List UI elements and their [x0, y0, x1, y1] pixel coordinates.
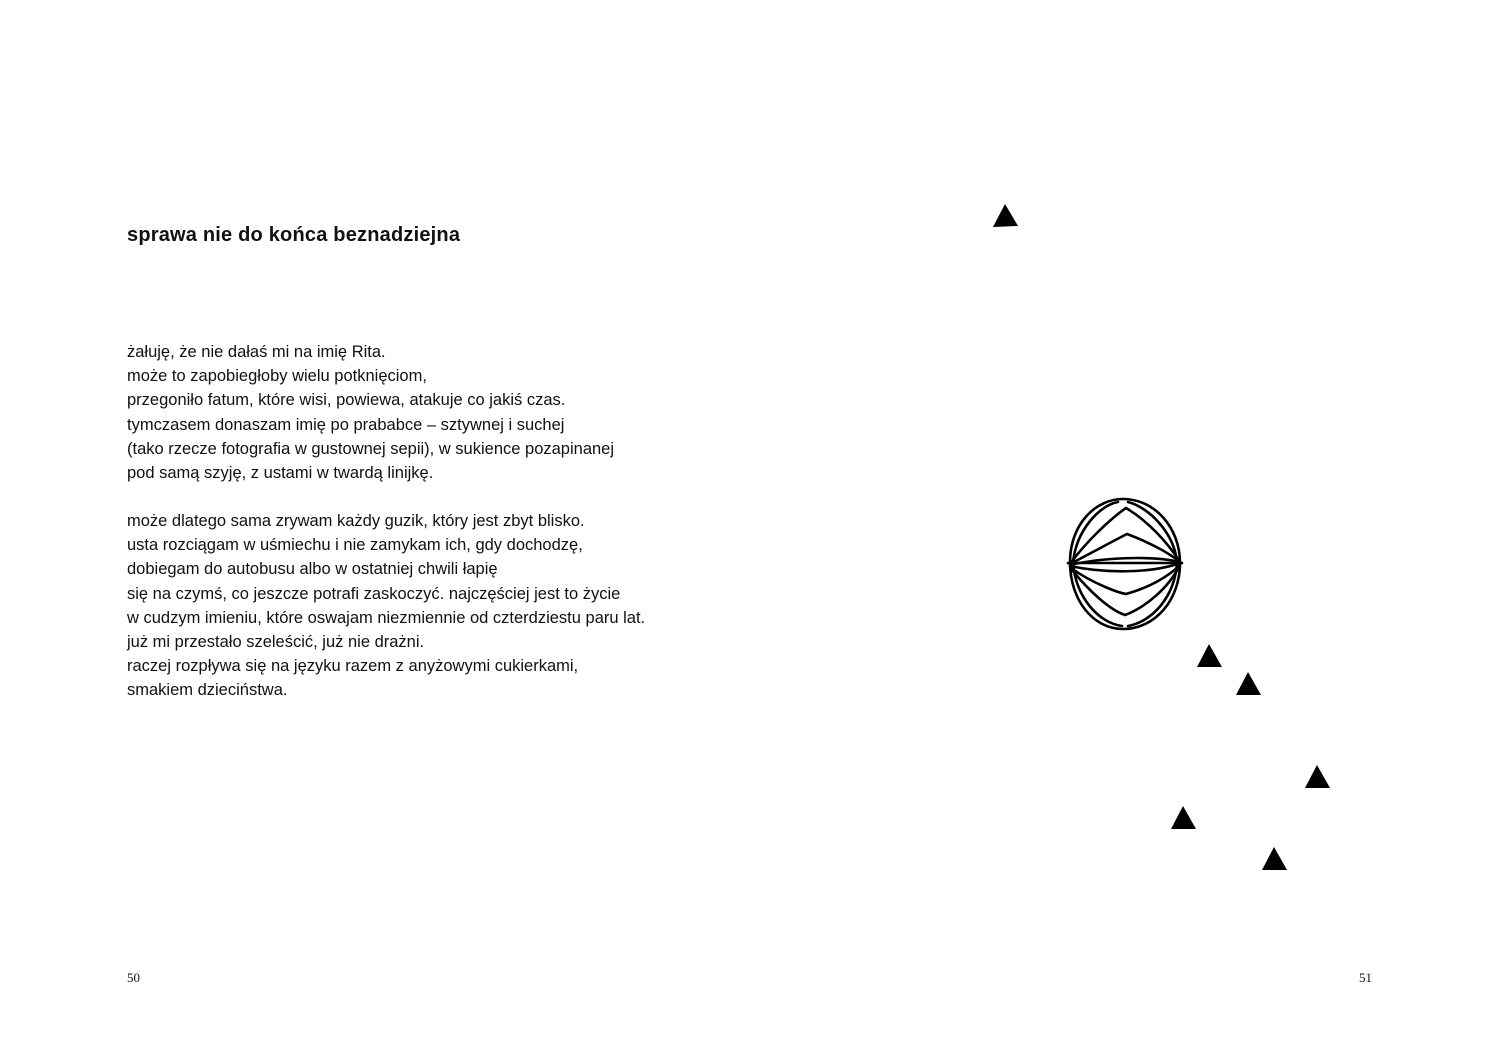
verse-line: usta rozciągam w uśmiechu i nie zamykam ich, gdy dochodzę,	[127, 536, 583, 555]
verse-line: tymczasem donaszam imię po prababce – sztywnej i suchej	[127, 415, 565, 434]
triangle-icon	[993, 204, 1018, 227]
verse-line: żałuję, że nie dałaś mi na imię Rita.	[127, 343, 386, 361]
verse-line: pod samą szyję, z ustami w twardą linijkę.	[127, 464, 434, 483]
verse-line: smakiem dzieciństwa.	[127, 681, 288, 700]
paper-lantern-sketch	[1068, 499, 1182, 629]
verse-line: raczej rozpływa się na języku razem z anyżowymi cukierkami,	[127, 657, 579, 676]
illustration	[750, 0, 1500, 1064]
triangle-icon	[1262, 847, 1287, 870]
triangle-icon	[1197, 644, 1222, 667]
verse-line: już mi przestało szeleścić, już nie drażni.	[127, 633, 425, 652]
triangle-icon	[1236, 672, 1261, 695]
poem-title: sprawa nie do końca beznadziejna	[127, 224, 461, 246]
verse-line: (tako rzecze fotografia w gustownej sepii), w sukience pozapinanej	[127, 439, 615, 458]
triangle-icon	[1305, 765, 1330, 788]
verse-line: się na czymś, co jeszcze potrafi zaskoczyć. najczęściej jest to życie	[127, 584, 621, 603]
page-number-left: 50	[127, 970, 140, 985]
verse-line: przegoniło fatum, które wisi, powiewa, atakuje co jakiś czas.	[127, 391, 566, 410]
page-number-right: 51	[1359, 970, 1372, 985]
stanza-1	[127, 340, 614, 485]
verse-line: w cudzym imieniu, które oswajam niezmiennie od czterdziestu paru lat.	[127, 608, 646, 627]
stanza-2	[127, 509, 645, 703]
triangle-icon	[1171, 806, 1196, 829]
verse-line: może to zapobiegłoby wielu potknięciom,	[127, 367, 427, 386]
verse-line: dobiegam do autobusu albo w ostatniej chwili łapię	[127, 560, 498, 579]
right-page	[750, 0, 1500, 1064]
verse-line: może dlatego sama zrywam każdy guzik, który jest zbyt blisko.	[127, 512, 585, 530]
